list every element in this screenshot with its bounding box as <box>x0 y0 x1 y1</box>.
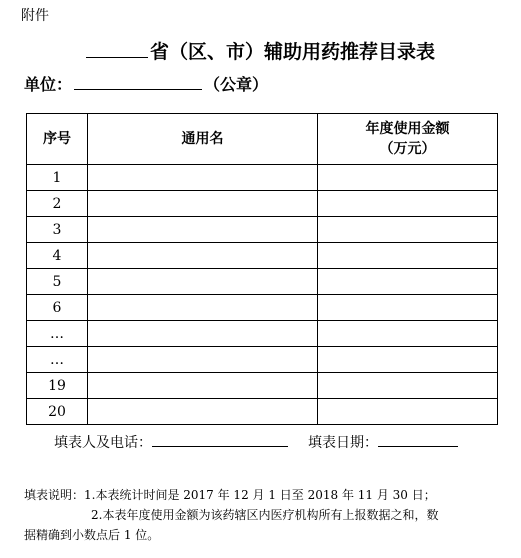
header-generic-name: 通用名 <box>88 114 318 165</box>
page-title <box>0 37 521 64</box>
amount-cell[interactable] <box>318 269 498 295</box>
header-serial: 序号 <box>27 114 88 165</box>
amount-cell[interactable] <box>318 373 498 399</box>
unit-label: 单位： <box>24 75 73 94</box>
filler-date-blank[interactable] <box>378 432 458 447</box>
table-row <box>27 243 498 269</box>
row-serial: … <box>27 347 88 373</box>
catalog-table <box>26 113 498 425</box>
generic-name-cell[interactable] <box>88 399 318 425</box>
amount-cell[interactable] <box>318 217 498 243</box>
table-row <box>27 217 498 243</box>
row-serial: 1 <box>27 165 88 191</box>
generic-name-cell[interactable] <box>88 191 318 217</box>
table-row <box>27 295 498 321</box>
row-serial: 20 <box>27 399 88 425</box>
attachment-label: 附件 <box>21 8 49 24</box>
note-line-2: 2.本表年度使用金额为该药辖区内医疗机构所有上报数据之和，数 <box>91 508 439 522</box>
generic-name-cell[interactable] <box>88 347 318 373</box>
title-text: 省（区、市）辅助用药推荐目录表 <box>149 41 435 63</box>
generic-name-cell[interactable] <box>88 269 318 295</box>
row-serial: 2 <box>27 191 88 217</box>
table-row <box>27 321 498 347</box>
row-serial: 3 <box>27 217 88 243</box>
row-serial: 19 <box>27 373 88 399</box>
row-serial: 6 <box>27 295 88 321</box>
unit-seal: （公章） <box>204 75 269 94</box>
generic-name-cell[interactable] <box>88 217 318 243</box>
amount-cell[interactable] <box>318 321 498 347</box>
amount-cell[interactable] <box>318 243 498 269</box>
table-row <box>27 269 498 295</box>
generic-name-cell[interactable] <box>88 165 318 191</box>
filling-notes <box>24 485 499 545</box>
filler-person-blank[interactable] <box>152 432 288 447</box>
unit-blank[interactable] <box>74 73 202 90</box>
amount-cell[interactable] <box>318 295 498 321</box>
table-row <box>27 399 498 425</box>
filler-date-label: 填表日期： <box>308 435 378 451</box>
generic-name-cell[interactable] <box>88 321 318 347</box>
filler-person-label: 填表人及电话： <box>54 435 152 451</box>
unit-line <box>24 72 268 95</box>
row-serial: … <box>27 321 88 347</box>
header-annual-amount <box>318 114 498 165</box>
header-annual-amount-label: 年度使用金额 <box>365 121 450 137</box>
table-row <box>27 347 498 373</box>
header-annual-amount-unit: （万元） <box>379 141 436 157</box>
amount-cell[interactable] <box>318 399 498 425</box>
table-header-row <box>27 114 498 165</box>
row-serial: 4 <box>27 243 88 269</box>
province-blank[interactable] <box>86 40 148 58</box>
generic-name-cell[interactable] <box>88 295 318 321</box>
filler-line <box>54 432 458 452</box>
note-line-3: 据精确到小数点后 1 位。 <box>24 528 160 542</box>
table-row <box>27 191 498 217</box>
table-row <box>27 165 498 191</box>
generic-name-cell[interactable] <box>88 243 318 269</box>
table-row <box>27 373 498 399</box>
row-serial: 5 <box>27 269 88 295</box>
note-line-1: 填表说明：1.本表统计时间是 2017 年 12 月 1 日至 2018 年 11 月 30 日； <box>24 488 436 502</box>
amount-cell[interactable] <box>318 191 498 217</box>
amount-cell[interactable] <box>318 347 498 373</box>
generic-name-cell[interactable] <box>88 373 318 399</box>
amount-cell[interactable] <box>318 165 498 191</box>
